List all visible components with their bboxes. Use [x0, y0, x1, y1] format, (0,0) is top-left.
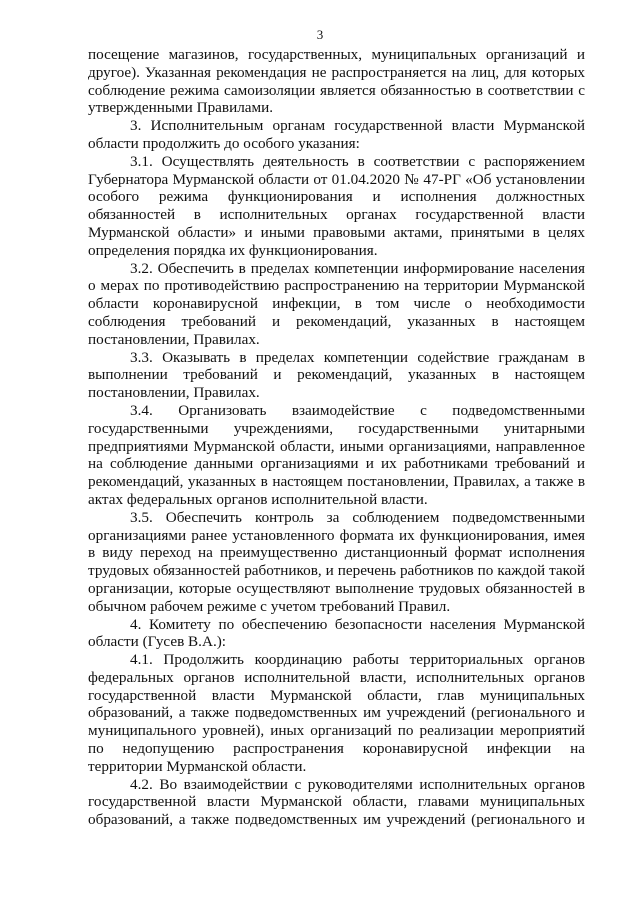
- paragraph-item-4: 4. Комитету по обеспечению безопасности населения Мурманской области (Гусев В.А.):: [88, 615, 585, 651]
- paragraph-item-3-3: 3.3. Оказывать в пределах компетенции содействие гражданам в выполнении требований и рекомендаций, указанных в настоящем постановлении, Правилах.: [88, 348, 585, 402]
- paragraph-item-3: 3. Исполнительным органам государственной власти Мурманской области продолжить до особого указания:: [88, 117, 585, 152]
- paragraph-continuation: посещение магазинов, государственных, муниципальных организаций и другое). Указанная рекомендация не распространяется на лиц, для которых соблюдение режима самоизоляции является обязанностью в соответствии с утвержденными Правилами.: [88, 46, 585, 117]
- paragraph-item-4-2: 4.2. Во взаимодействии с руководителями исполнительных органов государственной власти Мурманской области, главами муниципальных образований, а также подведомственных им учреждений (регионального и: [88, 775, 585, 829]
- paragraph-item-4-1: 4.1. Продолжить координацию работы территориальных органов федеральных органов исполнительной власти, исполнительных органов государственной власти Мурманской области, глав муниципальных образований, а также подведомственных им учреждений (регионального и муниципального уровней), иных организаций по реализации мероприятий по недопущению распространения коронавирусной инфекции на территории Мурманской области.: [88, 651, 585, 775]
- paragraph-item-3-1: 3.1. Осуществлять деятельность в соответствии с распоряжением Губернатора Мурманской области от 01.04.2020 № 47-РГ «Об установлении особого режима функционирования и исполнения должностных обязанностей в исполнительных органах государственной власти Мурманской области» и иными правовыми актами, принятыми в целях определения порядка их функционирования.: [88, 152, 585, 259]
- paragraph-item-3-2: 3.2. Обеспечить в пределах компетенции информирование населения о мерах по противодействию распространению на территории Мурманской области коронавирусной инфекции, в том числе о необходимости соблюдения требований и рекомендаций, указанных в настоящем постановлении, Правилах.: [88, 259, 585, 348]
- page-number: 3: [316, 27, 324, 42]
- document-body: [88, 46, 585, 829]
- paragraph-item-3-5: 3.5. Обеспечить контроль за соблюдением подведомственными организациями ранее установленного формата их функционирования, имея в виду переход на преимущественно дистанционный формат исполнения трудовых обязанностей работников, и перечень работников по каждой такой организации, которые осуществляют выполнение трудовых обязанностей в обычном рабочем режиме с учетом требований Правил.: [88, 508, 585, 615]
- paragraph-item-3-4: 3.4. Организовать взаимодействие с подведомственными государственными учреждениями, государственными унитарными предприятиями Мурманской области, иными организациями, направленное на соблюдение данными организациями и их работниками требований и рекомендаций, указанных в настоящем постановлении, Правилах, а также в актах федеральных органов исполнительной власти.: [88, 401, 585, 508]
